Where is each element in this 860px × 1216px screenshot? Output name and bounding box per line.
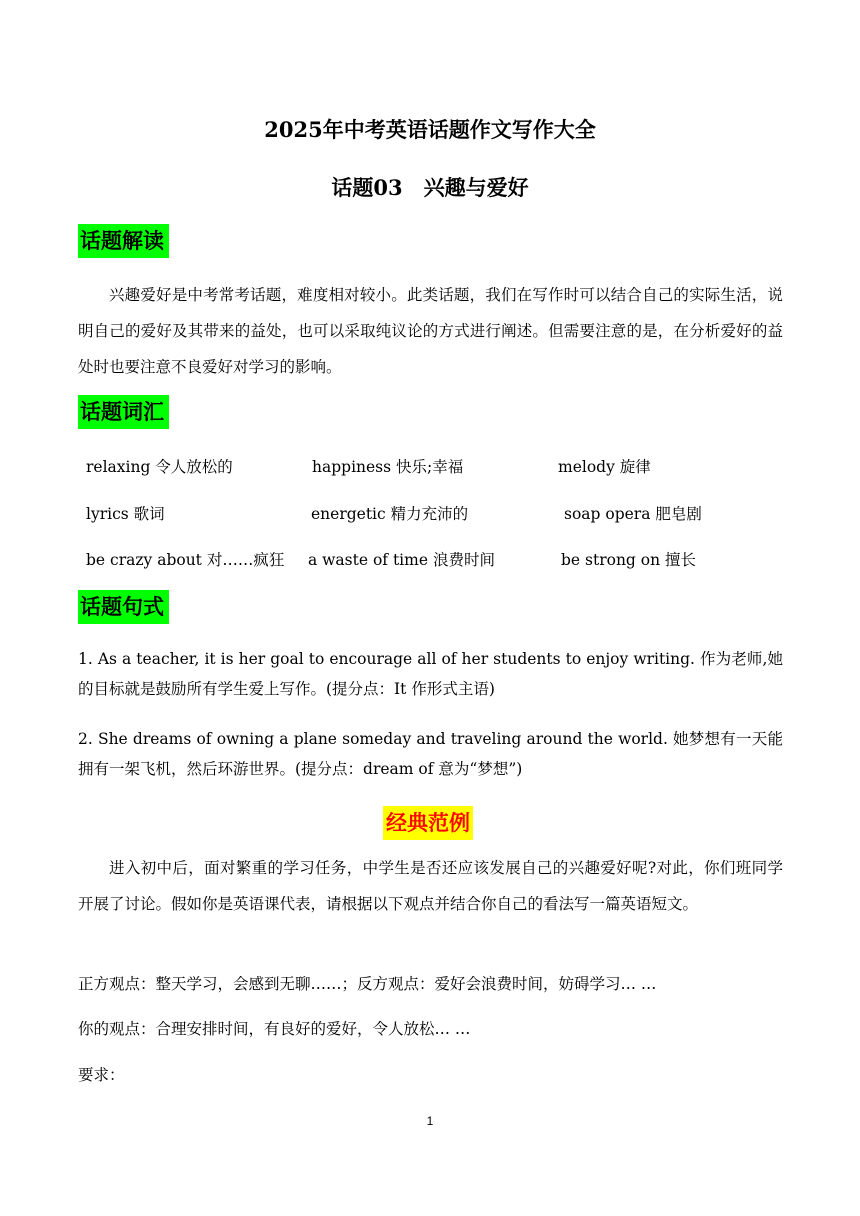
document-subtitle: 话题03 兴趣与爱好 (331, 175, 529, 200)
vocab-item: melody 旋律 (558, 458, 651, 476)
sentence-item: 1. As a teacher, it is her goal to encourage all of her students to enjoy writing. 作为老师,她的目标就是鼓励所有学生爱上写作。(提分点：It 作形式主语) (78, 650, 783, 698)
vocab-item: happiness 快乐;幸福 (312, 458, 464, 476)
vocab-item: be strong on 擅长 (561, 551, 697, 569)
interpretation-paragraph: 兴趣爱好是中考常考话题，难度相对较小。此类话题，我们在写作时可以结合自己的实际生活，说明自己的爱好及其带来的益处，也可以采取纯议论的方式进行阐述。但需要注意的是，在分析爱好的益处时也要注意不良爱好对学习的影响。 (78, 286, 783, 376)
sentence-item: 2. She dreams of owning a plane someday and traveling around the world. 她梦想有一天能拥有一架飞机，然后环游世界。(提分点：dream of 意为“梦想”) (78, 730, 783, 778)
vocab-item: energetic 精力充沛的 (311, 505, 469, 523)
example-views-line: 正方观点：整天学习，会感到无聊……；反方观点：爱好会浪费时间，妨碍学习… … (78, 975, 657, 993)
section-heading-sentences: 话题句式 (78, 590, 169, 624)
section-heading-vocabulary: 话题词汇 (78, 395, 169, 429)
vocab-item: soap opera 肥皂剧 (564, 505, 702, 523)
vocab-item: be crazy about 对……疯狂 (86, 551, 285, 569)
page-number: 1 (426, 1114, 434, 1128)
section-heading-interpretation: 话题解读 (78, 224, 169, 258)
vocab-item: a waste of time 浪费时间 (308, 551, 495, 569)
vocab-item: lyrics 歌词 (86, 505, 165, 523)
document-title: 2025年中考英语话题作文写作大全 (264, 117, 596, 142)
example-prompt-paragraph: 进入初中后，面对繁重的学习任务，中学生是否还应该发展自己的兴趣爱好呢?对此，你们班同学开展了讨论。假如你是英语课代表，请根据以下观点并结合你自己的看法写一篇英语短文。 (78, 859, 783, 913)
vocab-item: relaxing 令人放松的 (86, 458, 233, 476)
example-your-view-line: 你的观点：合理安排时间，有良好的爱好，令人放松… … (78, 1020, 471, 1038)
example-requirements-line: 要求： (78, 1066, 125, 1084)
section-heading-example: 经典范例 (383, 806, 473, 840)
